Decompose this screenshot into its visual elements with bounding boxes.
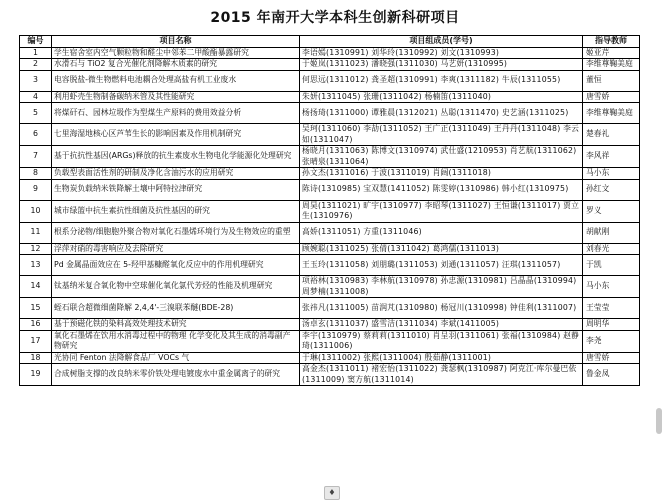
project-name: 钛基纳米复合氧化物中空球催化氧化氯代芳烃的性能及机理研究 — [52, 276, 300, 298]
row-number: 9 — [20, 179, 52, 200]
table-header-row — [20, 36, 640, 48]
advisor-name: 于凯 — [583, 255, 640, 276]
project-name: 负载型表面活性剂的研制及净化含油污水的应用研究 — [52, 168, 300, 180]
table-row — [20, 59, 640, 71]
table-row — [20, 298, 640, 319]
advisor-name: 姬亚芹 — [583, 47, 640, 59]
row-number: 11 — [20, 222, 52, 243]
row-number: 10 — [20, 200, 52, 222]
table-row — [20, 200, 640, 222]
header-project-name: 项目名称 — [52, 36, 300, 48]
row-number: 2 — [20, 59, 52, 71]
project-name: 利用虾壳生物制备碳纳米管及其性能研究 — [52, 91, 300, 103]
project-members: 王玉玲(1311058) 刘朋璐(1311053) 刘通(1311057) 汪琪(1311057) — [300, 255, 583, 276]
project-members: 项裕林(1310983) 李林航(1310978) 孙忠源(1310981) 吕晶晶(1310994) 周梦楠(1311008) — [300, 276, 583, 298]
advisor-name: 董恒 — [583, 70, 640, 91]
vertical-scrollbar[interactable] — [656, 408, 662, 434]
project-name: 根系分泌物/细胞胞外聚合物对氧化石墨烯环境行为及生物效应的重塑 — [52, 222, 300, 243]
advisor-name: 王莹莹 — [583, 298, 640, 319]
advisor-name: 刘春光 — [583, 243, 640, 255]
table-row — [20, 364, 640, 386]
advisor-name: 李风祥 — [583, 146, 640, 168]
project-members: 张祎凡(1311005) 苗润芃(1310980) 杨冠川(1310998) 钟佳利(1311007) — [300, 298, 583, 319]
project-members: 顾婉聪(1311025) 张倩(1311042) 葛鸿儒(1311013) — [300, 243, 583, 255]
table-row — [20, 255, 640, 276]
project-members: 于琳(1311002) 张熙(1311004) 殷茹静(1311001) — [300, 352, 583, 364]
project-members: 杨扬琦(1311000) 谭雅晨(1312021) 丛聪(1311470) 史艺涵(1311025) — [300, 103, 583, 124]
advisor-name: 李维尊鞠美庭 — [583, 59, 640, 71]
advisor-name: 李尧 — [583, 330, 640, 352]
document-title: 2015 年南开大学本科生创新科研项目 — [210, 10, 460, 26]
row-number: 14 — [20, 276, 52, 298]
project-name: 合成树脂支撑的改良纳米零价铁处理电镀废水中重金属离子的研究 — [52, 364, 300, 386]
row-number: 17 — [20, 330, 52, 352]
advisor-name: 唐雪娇 — [583, 91, 640, 103]
table-row — [20, 352, 640, 364]
advisor-name: 马小东 — [583, 168, 640, 180]
project-name: 氧化石墨烯在饮用水消毒过程中的物理 化学变化及其生成的消毒副产物研究 — [52, 330, 300, 352]
row-number: 16 — [20, 319, 52, 331]
project-name: 蛭石联合超微细菌降解 2,4,4'-三溴联苯醚(BDE-28) — [52, 298, 300, 319]
project-name: 学生宿舍室内空气颗粒物和醛尘中邻苯二甲酸酯暴露研究 — [52, 47, 300, 59]
header-advisor: 指导教师 — [583, 36, 640, 48]
row-number: 6 — [20, 124, 52, 146]
advisor-name: 胡献刚 — [583, 222, 640, 243]
project-members: 吴珂(1311060) 李劼(1311052) 王广正(1311049) 王丹丹(1311048) 李云如(1311047) — [300, 124, 583, 146]
table-row — [20, 47, 640, 59]
project-members: 周昊(1311021) 旷宇(1310977) 李昭琴(1311027) 王恒谦(1311017) 贾立生(1310976) — [300, 200, 583, 222]
table-row — [20, 91, 640, 103]
row-number: 15 — [20, 298, 52, 319]
row-number: 12 — [20, 243, 52, 255]
advisor-name: 李维尊鞠美庭 — [583, 103, 640, 124]
row-number: 3 — [20, 70, 52, 91]
advisor-name: 罗义 — [583, 200, 640, 222]
project-name: 基于抗抗性基因(ARGs)释放的抗生素废水生物电化学能源化处理研究 — [52, 146, 300, 168]
project-members: 于姬岚(1311023) 潘晓强(1311030) 马艺妍(1310995) — [300, 59, 583, 71]
table-row — [20, 330, 640, 352]
project-members: 高金杰(1311011) 褚宏怡(1311022) 龚瑟枫(1310987) 阿克江·库尔曼巴依(1311009) 窦方航(1311014) — [300, 364, 583, 386]
header-members: 项目组成员(学号) — [300, 36, 583, 48]
project-name: 光协同 Fenton 法降解食品厂 VOCs 气 — [52, 352, 300, 364]
table-row — [20, 168, 640, 180]
project-members: 汤卓玄(1311037) 盛雪洁(1311034) 李斌(1411005) — [300, 319, 583, 331]
project-name: 将煤矸石、园林垃圾作为型煤生产原料的费用效益分析 — [52, 103, 300, 124]
project-name: 七里海湿地核心区芦苇生长的影响因素及作用机制研究 — [52, 124, 300, 146]
table-row — [20, 124, 640, 146]
table-row — [20, 146, 640, 168]
project-members: 李宇(1310979) 蔡莉莉(1311010) 肖呈羽(1311061) 张福(1310984) 赵静琦(1311006) — [300, 330, 583, 352]
project-name: 生物炭负载纳米铁降解土壤中阿特拉津研究 — [52, 179, 300, 200]
table-row — [20, 70, 640, 91]
advisor-name: 马小东 — [583, 276, 640, 298]
advisor-name: 鲁金凤 — [583, 364, 640, 386]
row-number: 8 — [20, 168, 52, 180]
header-no: 编号 — [20, 36, 52, 48]
project-name: 基于预磁化铁的染料高效处理技术研究 — [52, 319, 300, 331]
project-members: 杨晓月(1311063) 陈博文(1310974) 武仕盛(1210953) 肖艺航(1311062) 张晴泉(1311064) — [300, 146, 583, 168]
project-name: 电容脱盐-微生物燃料电池耦合处理高盐有机工业废水 — [52, 70, 300, 91]
project-members: 高娇(1311051) 方重(1311046) — [300, 222, 583, 243]
advisor-name: 楚春礼 — [583, 124, 640, 146]
project-name: 浮萍对硝的毒害响应及去除研究 — [52, 243, 300, 255]
advisor-name: 唐雪娇 — [583, 352, 640, 364]
scroll-down-button[interactable]: ♦ — [324, 486, 340, 500]
projects-table — [19, 35, 640, 386]
table-body — [20, 47, 640, 386]
table-row — [20, 179, 640, 200]
row-number: 7 — [20, 146, 52, 168]
table-row — [20, 243, 640, 255]
project-members: 陈诗(1310985) 宝双慧(1411052) 陈雯婷(1310986) 韩小红(1310975) — [300, 179, 583, 200]
table-row — [20, 319, 640, 331]
project-members: 孙文杰(1311016) 于波(1311019) 肖阔(1311018) — [300, 168, 583, 180]
project-members: 何思远(1311012) 龚圣超(1310991) 李爽(1311182) 牛辰(1311055) — [300, 70, 583, 91]
project-name: 城市绿篮中抗生素抗性细菌及抗性基因的研究 — [52, 200, 300, 222]
project-name: Pd 金属晶面效应在 5-羟甲基糠醛氧化反应中的作用机理研究 — [52, 255, 300, 276]
table-row — [20, 103, 640, 124]
row-number: 1 — [20, 47, 52, 59]
advisor-name: 周明华 — [583, 319, 640, 331]
table-row — [20, 222, 640, 243]
row-number: 5 — [20, 103, 52, 124]
row-number: 4 — [20, 91, 52, 103]
project-name: 水滑石与 TiO2 复合光催化剂降解木质素的研究 — [52, 59, 300, 71]
row-number: 19 — [20, 364, 52, 386]
table-row — [20, 276, 640, 298]
advisor-name: 孙红文 — [583, 179, 640, 200]
row-number: 18 — [20, 352, 52, 364]
row-number: 13 — [20, 255, 52, 276]
project-members: 李语嫣(1310991) 刘华玲(1310992) 刘文(1310993) — [300, 47, 583, 59]
project-members: 朱妍(1311045) 张珊(1311042) 杨楠笛(1311040) — [300, 91, 583, 103]
